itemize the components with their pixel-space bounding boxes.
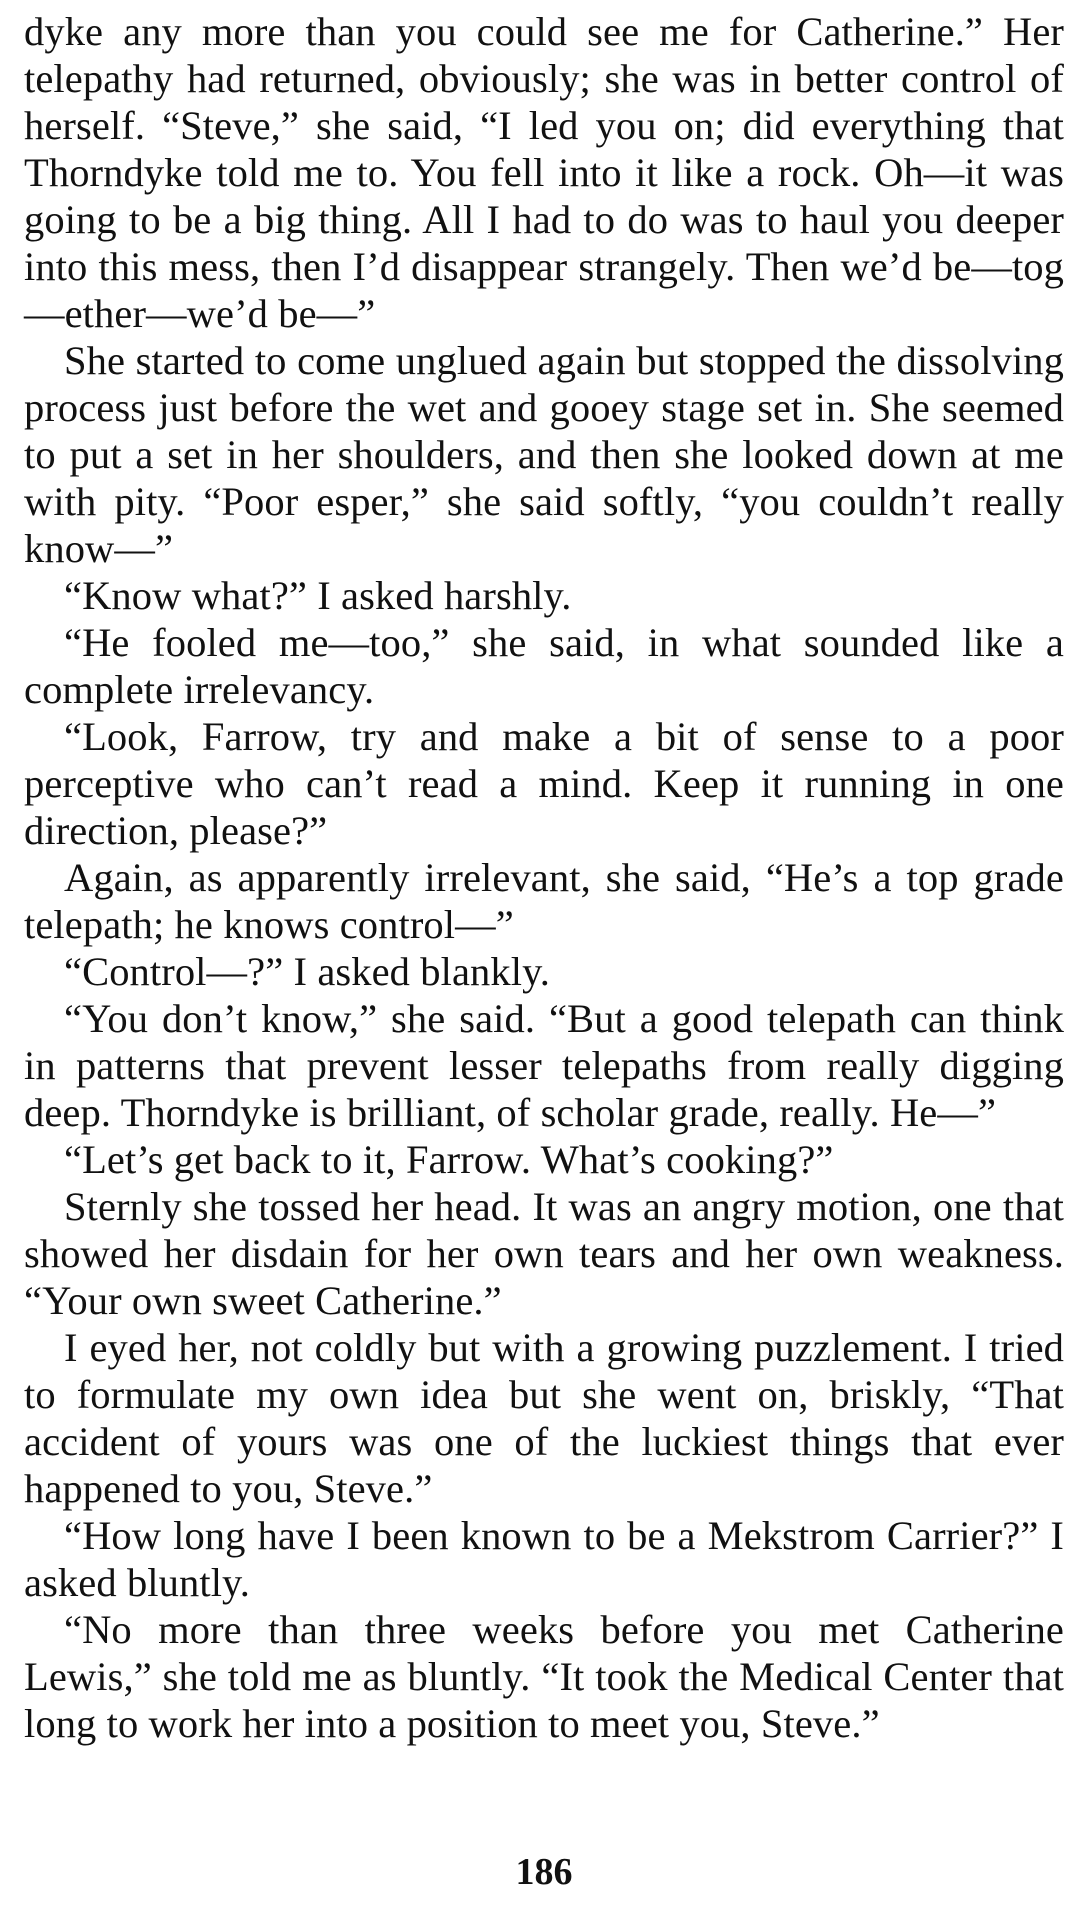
paragraph-3: “Know what?” I asked harshly. [64, 573, 572, 618]
paragraph-2: She started to come unglued again but stopped the dissolving process just before the wet and gooey stage set in. She seemed to put a set in her shoulders, and then she looked down at me with pity. “Poor esper,” she said softly, “you couldn’t really know—” [24, 338, 1064, 571]
page-number: 186 [515, 1851, 573, 1893]
paragraph-4: “He fooled me—too,” she said, in what sounded like a complete irrelevancy. [24, 620, 1064, 712]
paragraph-1: dyke any more than you could see me for Catherine.” Her telepathy had returned, obviously; she was in better control of herself. “Steve,” she said, “I led you on; did everything that Thorndyke told me to. You fell into it like a rock. Oh—it was going to be a big thing. All I had to do was to haul you deeper into this mess, then I’d disappear strangely. Then we’d be—tog—ether—we’d be—” [24, 9, 1064, 336]
paragraph-6: Again, as apparently irrelevant, she said, “He’s a top grade telepath; he knows control—” [24, 855, 1064, 947]
body-text [24, 8, 1064, 1747]
paragraph-13: “No more than three weeks before you met Catherine Lewis,” she told me as bluntly. “It took the Medical Center that long to work her into a position to meet you, Steve.” [24, 1607, 1064, 1746]
paragraph-11: I eyed her, not coldly but with a growing puzzlement. I tried to formulate my own idea but she went on, briskly, “That accident of yours was one of the luckiest things that ever happened to you, Steve.” [24, 1325, 1064, 1511]
paragraph-5: “Look, Farrow, try and make a bit of sense to a poor perceptive who can’t read a mind. Keep it running in one direction, please?” [24, 714, 1064, 853]
paragraph-10: Sternly she tossed her head. It was an angry motion, one that showed her disdain for her own tears and her own weakness. “Your own sweet Catherine.” [24, 1184, 1064, 1323]
paragraph-12: “How long have I been known to be a Mekstrom Carrier?” I asked bluntly. [24, 1513, 1064, 1605]
book-page [24, 8, 1064, 1898]
paragraph-7: “Control—?” I asked blankly. [64, 949, 551, 994]
paragraph-9: “Let’s get back to it, Farrow. What’s cooking?” [64, 1137, 834, 1182]
paragraph-8: “You don’t know,” she said. “But a good telepath can think in patterns that prevent lesser telepaths from really digging deep. Thorndyke is brilliant, of scholar grade, really. He—” [24, 996, 1064, 1135]
